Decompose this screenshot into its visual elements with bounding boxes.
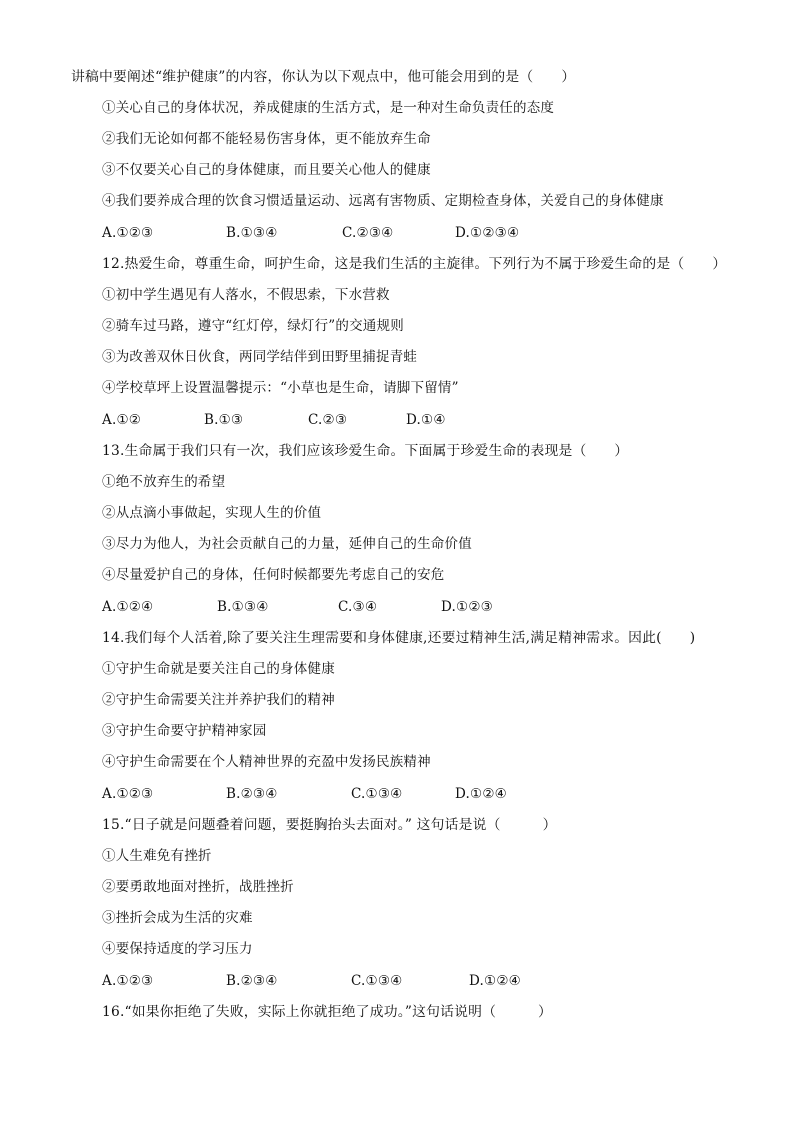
option-a: A.①②④ <box>102 599 154 615</box>
question-11-item-1: ①关心自己的身体状况，养成健康的生活方式，是一种对生命负责任的态度 <box>102 100 555 116</box>
question-11-item-2: ②我们无论如何都不能轻易伤害身体，更不能放弃生命 <box>102 131 431 147</box>
option-a: A.①②③ <box>102 225 154 241</box>
option-d: D.①②③ <box>441 599 493 615</box>
option-c: C.①③④ <box>351 973 403 989</box>
question-12-item-3: ③为改善双休日伙食，两同学结伴到田野里捕捉青蛙 <box>102 349 418 365</box>
option-c: C.③④ <box>338 599 378 615</box>
question-14-item-3: ③守护生命要守护精神家园 <box>102 723 267 739</box>
question-11-stem: 讲稿中要阐述“维护健康”的内容，你认为以下观点中，他可能会用到的是（ ） <box>71 69 576 85</box>
question-12-stem: 12.热爱生命，尊重生命，呵护生命，这是我们生活的主旋律。下列行为不属于珍爱生命的是（ ） <box>102 256 727 272</box>
question-16-stem: 16.“如果你拒绝了失败，实际上你就拒绝了成功。”这句话说明（ ） <box>102 1004 553 1020</box>
question-12-item-1: ①初中学生遇见有人落水，不假思索，下水营救 <box>102 287 390 303</box>
question-14-item-2: ②守护生命需要关注并养护我们的精神 <box>102 692 335 708</box>
question-15-stem: 15.“日子就是问题叠着问题，要挺胸抬头去面对。” 这句话是说（ ） <box>102 817 557 833</box>
option-c: C.②③④ <box>342 225 394 241</box>
question-12-item-2: ②骑车过马路，遵守“红灯停，绿灯行”的交通规则 <box>102 318 404 334</box>
question-14-stem: 14.我们每个人活着,除了要关注生理需要和身体健康,还要过精神生活,满足精神需求。因此( ) <box>102 630 696 646</box>
question-13-item-1: ①绝不放弃生的希望 <box>102 474 226 490</box>
question-11-item-3: ③不仅要关心自己的身体健康，而且要关心他人的健康 <box>102 162 431 178</box>
question-15-options <box>102 972 702 990</box>
option-b: B.②③④ <box>226 786 278 802</box>
question-15-item-3: ③挫折会成为生活的灾难 <box>102 910 253 926</box>
question-13-item-3: ③尽力为他人，为社会贡献自己的力量，延伸自己的生命价值 <box>102 536 472 552</box>
option-b: B.①③④ <box>226 225 278 241</box>
question-14-item-4: ④守护生命需要在个人精神世界的充盈中发扬民族精神 <box>102 754 431 770</box>
question-13-options <box>102 598 702 616</box>
option-d: D.①②③④ <box>455 225 520 241</box>
option-c: C.①③④ <box>351 786 403 802</box>
question-11-options <box>102 224 702 242</box>
question-15-item-4: ④要保持适度的学习压力 <box>102 941 253 957</box>
option-a: A.①②③ <box>102 973 154 989</box>
option-d: D.①②④ <box>455 786 507 802</box>
question-13-stem: 13.生命属于我们只有一次，我们应该珍爱生命。下面属于珍爱生命的表现是（ ） <box>102 443 629 459</box>
question-13-item-2: ②从点滴小事做起，实现人生的价值 <box>102 505 322 521</box>
option-d: D.①②④ <box>469 973 521 989</box>
option-a: A.①② <box>102 412 142 428</box>
option-b: B.②③④ <box>226 973 278 989</box>
question-14-item-1: ①守护生命就是要关注自己的身体健康 <box>102 661 335 677</box>
option-b: B.①③ <box>204 412 244 428</box>
question-15-item-2: ②要勇敢地面对挫折，战胜挫折 <box>102 879 294 895</box>
option-b: B.①③④ <box>217 599 269 615</box>
question-11-item-4: ④我们要养成合理的饮食习惯适量运动、远离有害物质、定期检查身体，关爱自己的身体健康 <box>102 193 664 209</box>
question-12-options <box>102 411 702 429</box>
question-14-options <box>102 785 702 803</box>
question-15-item-1: ①人生难免有挫折 <box>102 848 212 864</box>
question-12-item-4: ④学校草坪上设置温馨提示：“小草也是生命，请脚下留情” <box>102 380 459 396</box>
question-13-item-4: ④尽量爱护自己的身体，任何时候都要先考虑自己的安危 <box>102 567 445 583</box>
option-d: D.①④ <box>406 412 446 428</box>
option-a: A.①②③ <box>102 786 154 802</box>
option-c: C.②③ <box>308 412 348 428</box>
